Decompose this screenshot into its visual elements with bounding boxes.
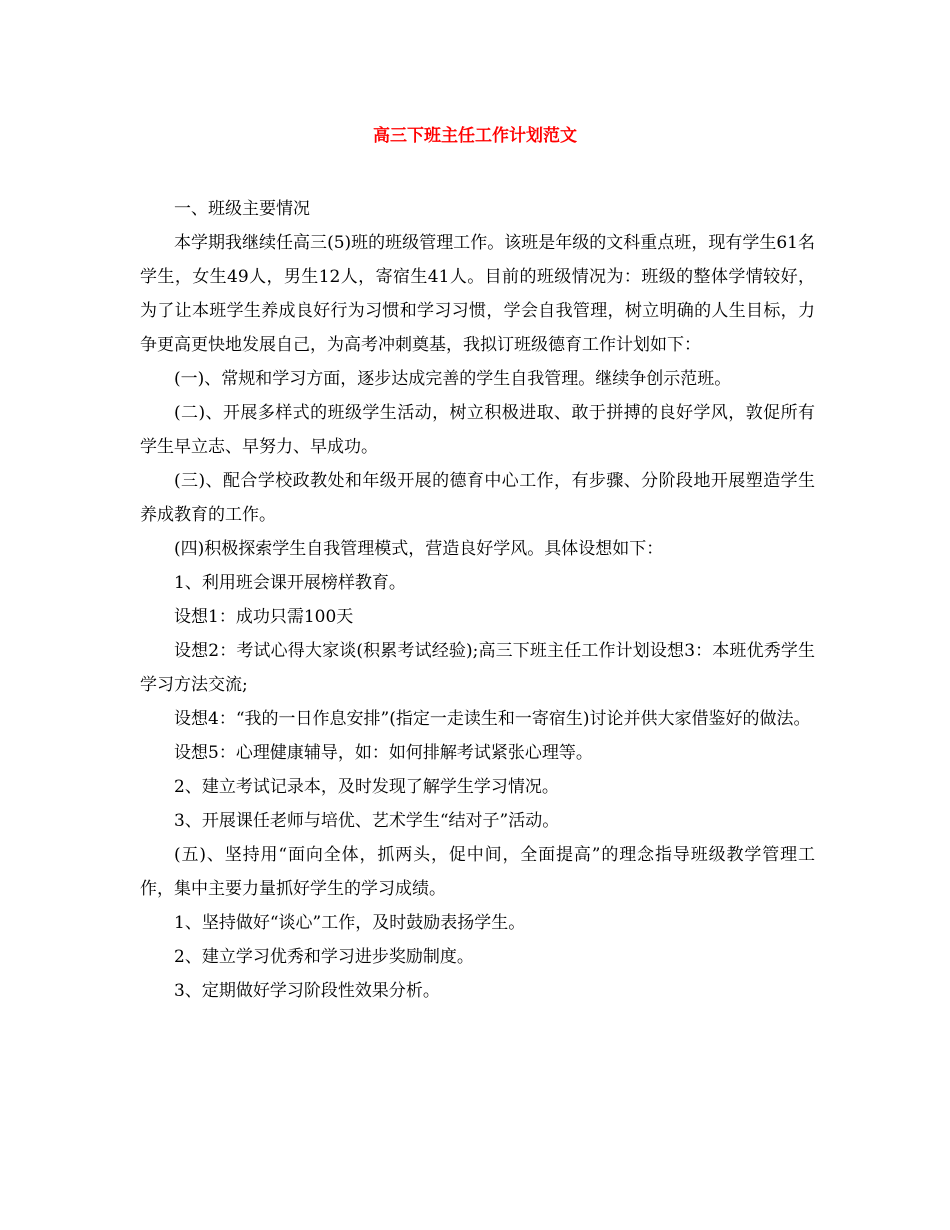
paragraph-idea-4: 设想4：“我的一日作息安排”(指定一走读生和一寄宿生)讨论并供大家借鉴好的做法。 [174,709,811,729]
paragraph-item-5-sub-3: 3、定期做好学习阶段性效果分析。 [174,981,440,1001]
paragraph-idea-2-3: 设想2：考试心得大家谈(积累考试经验);高三下班主任工作计划设想3：本班优秀学生学习方法交流; [140,641,815,695]
paragraph-idea-1: 设想1：成功只需100天 [174,607,354,627]
section-heading-class-overview: 一、班级主要情况 [174,199,310,219]
paragraph-item-1: (一)、常规和学习方面，逐步达成完善的学生自我管理。继续争创示范班。 [174,369,732,389]
paragraph-item-3: (三)、配合学校政教处和年级开展的德育中心工作，有步骤、分阶段地开展塑造学生养成教育的工作。 [140,471,815,525]
paragraph-subitem-2: 2、建立考试记录本，及时发现了解学生学习情况。 [174,777,559,797]
paragraph-item-2: (二)、开展多样式的班级学生活动，树立积极进取、敢于拼搏的良好学风，敦促所有学生早立志、早努力、早成功。 [140,403,815,457]
paragraph-subitem-3: 3、开展课任老师与培优、艺术学生“结对子”活动。 [174,811,560,831]
paragraph-item-5-sub-2: 2、建立学习优秀和学习进步奖励制度。 [174,947,474,967]
paragraph-item-5: (五)、坚持用“面向全体，抓两头，促中间，全面提高”的理念指导班级教学管理工作，集中主要力量抓好学生的学习成绩。 [140,845,815,899]
document-body [140,192,815,1008]
paragraph-class-situation: 本学期我继续任高三(5)班的班级管理工作。该班是年级的文科重点班，现有学生61名学生，女生49人，男生12人，寄宿生41人。目前的班级情况为：班级的整体学情较好，为了让本班学生养成良好行为习惯和学习习惯，学会自我管理，树立明确的人生目标，力争更高更快地发展自己，为高考冲刺奠基，我拟订班级德育工作计划如下： [140,233,815,355]
paragraph-subitem-1: 1、利用班会课开展榜样教育。 [174,573,406,593]
paragraph-item-5-sub-1: 1、坚持做好“谈心”工作，及时鼓励表扬学生。 [174,913,526,933]
paragraph-idea-5: 设想5：心理健康辅导，如：如何排解考试紧张心理等。 [174,743,593,763]
paragraph-item-4: (四)积极探索学生自我管理模式，营造良好学风。具体设想如下： [174,539,664,559]
document-title: 高三下班主任工作计划范文 [373,126,577,146]
